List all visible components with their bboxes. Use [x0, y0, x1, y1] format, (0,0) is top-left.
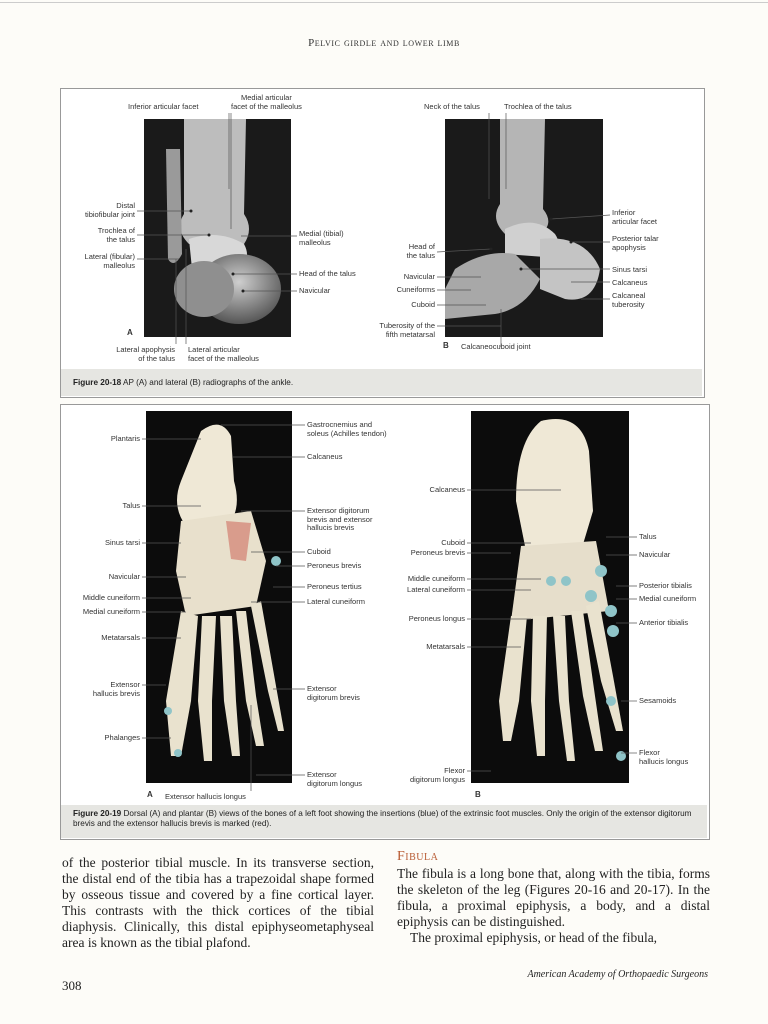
label-middle-cuneiform-a: Middle cuneiform: [82, 593, 140, 602]
label-lateral-cuneiform-a: Lateral cuneiform: [307, 597, 365, 606]
label-peroneus-brevis-a: Peroneus brevis: [307, 561, 362, 570]
figure-20-19: [60, 404, 710, 840]
figure-20-18: [60, 88, 705, 398]
label-medial-articular-facet: Medial articular facet of the malleolus: [231, 93, 302, 111]
figure-20-18-leader-lines: [61, 89, 704, 369]
figure-20-19-caption: [61, 805, 707, 838]
label-metatarsals-b: Metatarsals: [426, 642, 465, 651]
label-calcaneus: Calcaneus: [612, 278, 648, 287]
label-ext-hallucis-brevis: Extensor hallucis brevis: [92, 680, 140, 698]
label-head-of-talus: Head of the talus: [299, 269, 356, 278]
top-rule: [0, 2, 768, 3]
label-ext-dig-longus: Extensor digitorum longus: [307, 770, 363, 788]
label-ext-dig-brevis-hallucis: Extensor digitorum brevis and extensor hallucis brevis: [307, 506, 373, 532]
body-left-column: of the posterior tibial muscle. In its transverse section, the distal end of the tibia has a trapezoidal shape formed by osseous tissue and covered by a fine cortical layer. This contrasts with the thick cortices of the tibial diaphysis. Clinically, this distal epiphyseometaphyseal area is known as the tibial plafond.: [62, 855, 374, 950]
label-calcaneocuboid-joint: Calcaneocuboid joint: [461, 342, 531, 351]
panel-label-b: B: [443, 341, 449, 350]
label-cuboid-b: Cuboid: [441, 538, 465, 547]
page-number: 308: [62, 978, 82, 993]
label-navicular-b19: Navicular: [639, 550, 671, 559]
label-talus-a: Talus: [122, 501, 140, 510]
label-trochlea-of-talus-b: Trochlea of the talus: [504, 102, 572, 111]
figure-20-18-caption: [61, 369, 702, 396]
label-navicular-a: Navicular: [108, 572, 140, 581]
label-lateral-malleolus: Lateral (fibular) malleolus: [84, 252, 135, 270]
label-peroneus-tertius: Peroneus tertius: [307, 582, 362, 591]
label-calcaneal-tuberosity: Calcaneal tuberosity: [612, 291, 646, 309]
body-right-column: [397, 866, 710, 946]
label-metatarsals-a: Metatarsals: [101, 633, 140, 642]
label-phalanges: Phalanges: [104, 733, 140, 742]
label-cuboid-a: Cuboid: [307, 547, 331, 556]
label-neck-of-talus: Neck of the talus: [424, 102, 480, 111]
label-flexor-hallucis-longus: Flexor hallucis longus: [639, 748, 689, 766]
label-plantaris: Plantaris: [110, 434, 140, 443]
label-tuberosity-fifth-metatarsal: Tuberosity of the fifth metatarsal: [379, 321, 435, 339]
body-right-paragraph-2: The proximal epiphysis, or head of the fibula,: [410, 930, 658, 945]
label-medial-malleolus: Medial (tibial) malleolus: [299, 229, 344, 247]
label-navicular-b: Navicular: [403, 272, 435, 281]
label-calcaneus-b: Calcaneus: [429, 485, 465, 494]
label-middle-cuneiform-b: Middle cuneiform: [407, 574, 465, 583]
label-peroneus-longus: Peroneus longus: [408, 614, 465, 623]
caption-label-19: Figure 20-19: [73, 809, 122, 818]
label-medial-cuneiform-b: Medial cuneiform: [639, 594, 697, 603]
label-sesamoids: Sesamoids: [639, 696, 677, 705]
label-lateral-articular-facet: Lateral articular facet of the malleolus: [188, 345, 259, 363]
label-flexor-dig-longus: Flexor digitorum longus: [409, 766, 465, 784]
section-heading-fibula: Fibula: [397, 849, 439, 864]
label-calcaneus-a: Calcaneus: [307, 452, 343, 461]
label-inferior-articular-facet-b: Inferior articular facet: [612, 208, 658, 226]
label-medial-cuneiform-a: Medial cuneiform: [82, 607, 140, 616]
label-cuneiforms: Cuneiforms: [396, 285, 435, 294]
label-sinus-tarsi: Sinus tarsi: [612, 265, 648, 274]
label-gastrocnemius: Gastrocnemius and soleus (Achilles tendon): [307, 420, 387, 438]
caption-text-19: Dorsal (A) and plantar (B) views of the bones of a left foot showing the insertions (blue) of the extrinsic foot muscles. Only the origin of the extensor digitorum brevis and the extensor hallucis brevis is marked (red).: [73, 809, 692, 828]
label-posterior-talar-apophysis: Posterior talar apophysis: [612, 234, 659, 252]
label-trochlea-of-talus: Trochlea of the talus: [97, 226, 135, 244]
running-head: Pelvic girdle and lower limb: [308, 37, 460, 49]
body-right-paragraph-1: The fibula is a long bone that, along with the tibia, forms the skeleton of the leg (Figures 20-16 and 20-17). In the fibula, a proximal epiphysis, a body, and a distal epiphysis can be distinguished.: [397, 866, 710, 929]
label-navicular: Navicular: [299, 286, 331, 295]
page-footer: American Academy of Orthopaedic Surgeons: [527, 969, 708, 980]
caption-label: Figure 20-18: [73, 378, 122, 387]
label-peroneus-brevis-b: Peroneus brevis: [410, 548, 465, 557]
caption-text: AP (A) and lateral (B) radiographs of the ankle.: [121, 378, 294, 387]
label-lateral-apophysis: Lateral apophysis of the talus: [116, 345, 175, 363]
label-distal-tibiofibular-joint: Distal tibiofibular joint: [84, 201, 135, 219]
panel-label-a: A: [127, 328, 133, 337]
label-ext-hallucis-longus: Extensor hallucis longus: [165, 792, 246, 801]
label-lateral-cuneiform-b: Lateral cuneiform: [407, 585, 465, 594]
figure-20-19-leader-lines: [61, 405, 709, 805]
label-head-of-talus-b: Head of the talus: [406, 242, 435, 260]
panel-label-a-19: A: [147, 790, 153, 799]
label-inferior-articular-facet: Inferior articular facet: [128, 102, 199, 111]
label-talus-b: Talus: [639, 532, 657, 541]
label-sinus-tarsi-a: Sinus tarsi: [104, 538, 140, 547]
label-posterior-tibialis: Posterior tibialis: [639, 581, 692, 590]
label-ext-dig-brevis: Extensor digitorum brevis: [307, 684, 360, 702]
label-anterior-tibialis: Anterior tibialis: [639, 618, 689, 627]
label-cuboid: Cuboid: [411, 300, 435, 309]
panel-label-b-19: B: [475, 790, 481, 799]
